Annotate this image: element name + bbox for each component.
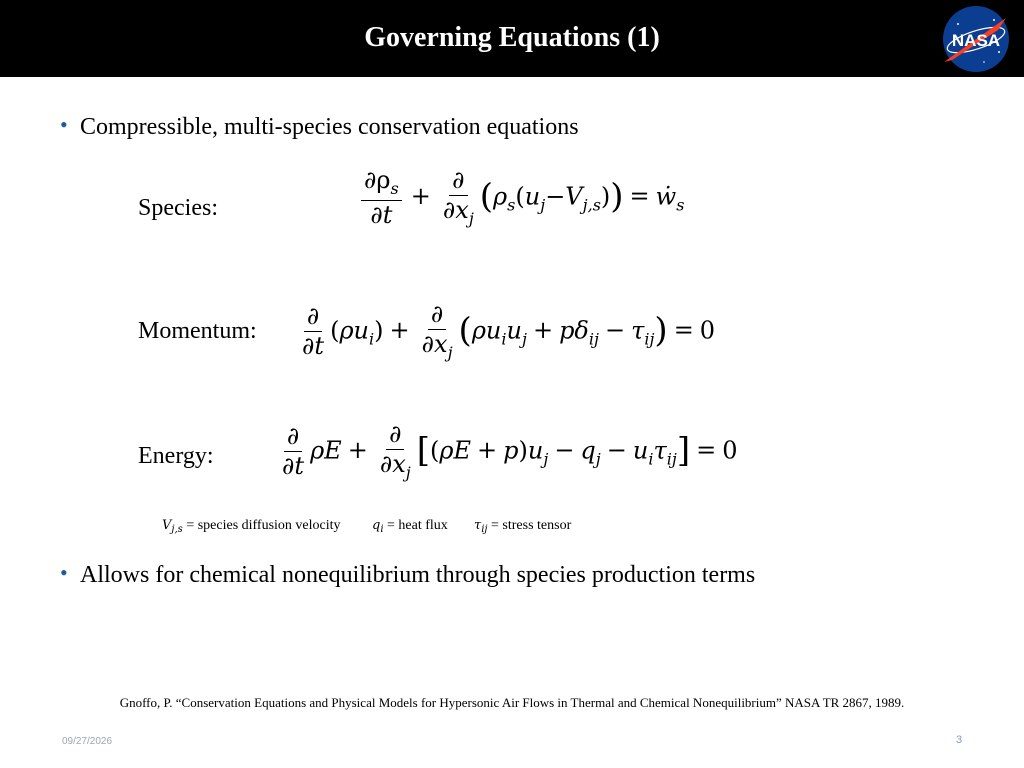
bullet-item bbox=[60, 112, 579, 141]
page-number: 3 bbox=[956, 734, 963, 746]
bullet-icon: • bbox=[60, 112, 68, 137]
energy-equation: $\frac{\partial}{\partial t}$ ρE + $\frac{\partial}{\partial x_j}$ $[(\rho E + p)u_j - q_j - u_i\tau_{ij}] = 0$ bbox=[282, 420, 738, 483]
legend-diffusion-velocity: $V_{j,s}$ = species diffusion velocity bbox=[162, 518, 341, 535]
title-bar bbox=[0, 0, 1024, 77]
energy-label: Energy: bbox=[138, 443, 214, 469]
species-label: Species: bbox=[138, 195, 218, 221]
legend-stress-tensor: $\tau_{ij}$ = stress tensor bbox=[474, 518, 572, 535]
legend-heat-flux: $q_i$ = heat flux bbox=[372, 518, 448, 535]
bullet-icon: • bbox=[60, 560, 68, 585]
momentum-equation: $\frac{\partial}{\partial t}$ $(\rho u_i)$ + $\frac{\partial}{\partial x_j}$ $(\rho u_iu_j + p\delta_{ij} - \tau_{ij}) = 0$ bbox=[302, 300, 716, 363]
reference-citation: Gnoffo, P. “Conservation Equations and Physical Models for Hypersonic Air Flows in Thermal and Chemical Nonequilibrium” NASA TR 2867, 1989. bbox=[119, 695, 905, 710]
slide-title: Governing Equations (1) bbox=[364, 22, 660, 53]
momentum-label: Momentum: bbox=[138, 318, 257, 344]
bullet-text: Compressible, multi-species conservation equations bbox=[80, 114, 579, 140]
bullet-item bbox=[60, 560, 755, 589]
footer-date: 09/27/2026 bbox=[62, 736, 113, 747]
svg-text:NASA: NASA bbox=[951, 31, 1001, 50]
species-equation: $\frac{\partial\rho_s}{\partial t}$ + $\frac{\partial}{\partial x_j}$ $(\rho_s(u_j-V_{j,s}))$ = ẇ$_s$ bbox=[358, 168, 684, 228]
nasa-logo bbox=[936, 4, 1016, 74]
bullet-text: Allows for chemical nonequilibrium through species production terms bbox=[80, 562, 756, 588]
